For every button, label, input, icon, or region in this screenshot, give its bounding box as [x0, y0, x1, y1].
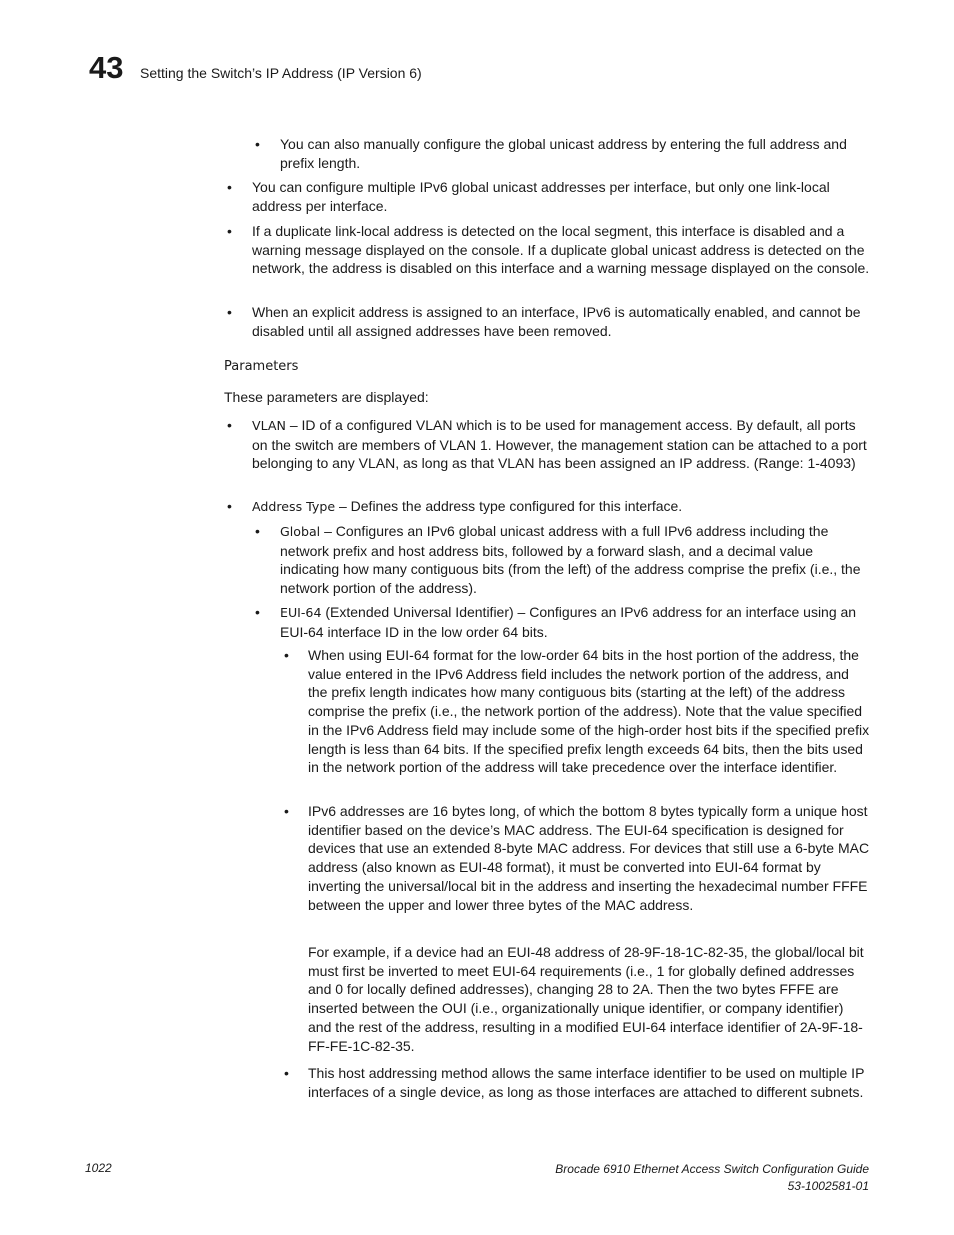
guide-title: Brocade 6910 Ethernet Access Switch Configuration Guide — [555, 1162, 869, 1176]
global-description: – Configures an IPv6 global unicast address with a full IPv6 address including the network prefix and host address bits, followed by a forward slash, and a decimal value indicating how many contiguous bits (from the left) of the address comprise the prefix (i.e., the network portion of the address). — [280, 523, 861, 597]
chapter-title: Setting the Switch’s IP Address (IP Version 6) — [140, 65, 422, 81]
section-intro: These parameters are displayed: — [224, 389, 429, 405]
page-number: 1022 — [85, 1161, 112, 1175]
bullet-icon: • — [227, 304, 232, 320]
footer-guide-info — [555, 1161, 869, 1195]
list-item: You can configure multiple IPv6 global unicast addresses per interface, but only one link-local address per interface. — [252, 179, 830, 214]
term-vlan: VLAN — [252, 418, 286, 433]
eui64-description: (Extended Universal Identifier) – Configures an IPv6 address for an interface using an EUI-64 interface ID in the low order 64 bits. — [280, 604, 857, 640]
bullet-icon: • — [284, 803, 289, 819]
parameter-vlan — [252, 416, 870, 473]
bullet-icon: • — [255, 523, 260, 539]
parameter-address-type — [252, 497, 870, 517]
list-item: If a duplicate link-local address is detected on the local segment, this interface is disabled and a warning message displayed on the console. If a duplicate global unicast address is detected on the network, the address is disabled on this interface and a warning message displayed on the console. — [252, 223, 870, 277]
vlan-description: – ID of a configured VLAN which is to be used for management access. By default, all ports on the switch are members of VLAN 1. However, the management station can be attached to a port belonging to any VLAN, as long as that VLAN has been assigned an IP address. (Range: 1-4093) — [252, 417, 867, 472]
section-heading: Parameters — [224, 359, 299, 374]
term-address-type: Address Type — [252, 499, 336, 514]
term-eui64: EUI-64 — [280, 605, 322, 620]
bullet-icon: • — [227, 179, 232, 195]
bullet-icon: • — [284, 647, 289, 663]
list-item: IPv6 addresses are 16 bytes long, of which the bottom 8 bytes typically form a unique host identifier based on the device’s MAC address. The EUI-64 specification is designed for devices that use an extended 8-byte MAC address. For devices that still use a 6-byte MAC address (also known as EUI-48 format), it must be converted into EUI-64 format by inverting the universal/local bit in the address and inserting the hexadecimal number FFFE between the upper and lower three bytes of the MAC address. — [308, 803, 870, 913]
bullet-icon: • — [227, 498, 232, 514]
bullet-icon: • — [284, 1065, 289, 1081]
address-type-description: – Defines the address type configured for this interface. — [335, 498, 683, 514]
chapter-number: 43 — [89, 50, 124, 85]
list-item: When using EUI-64 format for the low-order 64 bits in the host portion of the address, the value entered in the IPv6 Address field includes the network portion of the address, and the prefix length indicates how many contiguous bits (starting at the left) of the address comprise the prefix (i.e., the network portion of the address). Note that the value specified in the IPv6 Address field may include some of the high-order host bits if the specified prefix length is less than 64 bits. If the specified prefix length exceeds 64 bits, then the bits used in the network portion of the address will take precedence over the interface identifier. — [308, 647, 870, 776]
bullet-icon: • — [227, 223, 232, 239]
bullet-icon: • — [255, 604, 260, 620]
list-item: You can also manually configure the global unicast address by entering the full address and prefix length. — [280, 136, 847, 171]
list-item: This host addressing method allows the same interface identifier to be used on multiple IP interfaces of a single device, as long as those interfaces are attached to different subnets. — [308, 1065, 865, 1100]
list-item: When an explicit address is assigned to an interface, IPv6 is automatically enabled, and cannot be disabled until all assigned addresses have been removed. — [252, 304, 861, 339]
parameter-global — [280, 522, 870, 598]
bullet-icon: • — [227, 417, 232, 433]
doc-number: 53-1002581-01 — [787, 1179, 869, 1193]
term-global: Global — [280, 524, 321, 539]
bullet-icon: • — [255, 136, 260, 152]
parameter-eui64 — [280, 603, 870, 641]
example-paragraph: For example, if a device had an EUI-48 address of 28-9F-18-1C-82-35, the global/local bit must first be inverted to meet EUI-64 requirements (i.e., 1 for globally defined addresses and 0 for locally defined addresses), changing 28 to 2A. Then the two bytes FFFE are inserted between the OUI (i.e., organizationally unique identifier, or company identifier) and the rest of the address, resulting in a modified EUI-64 interface identifier of 2A-9F-18-FF-FE-1C-82-35. — [308, 944, 864, 1054]
